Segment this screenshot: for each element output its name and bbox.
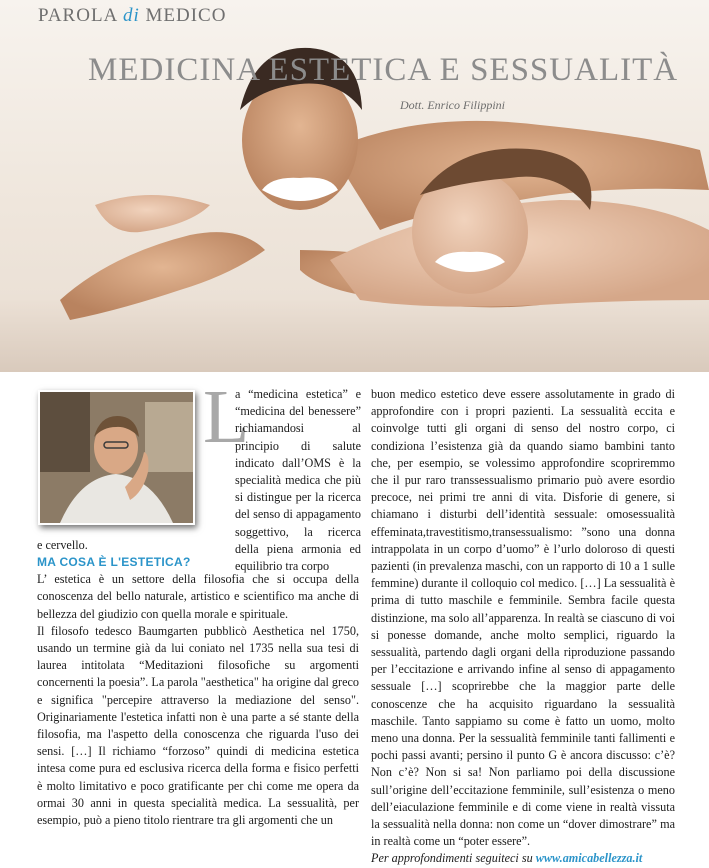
subheading: MA COSA È L'ESTETICA? <box>37 555 191 569</box>
paragraph: buon medico estetico deve essere assolutamente in grado di approfondire con i propri pazienti. La sessualità eccita e coinvolge tutti gli organi di senso del nostro corpo, ci condiziona l’esistenza già da quando siamo bambini tanto che, per esempio, se volessimo approfondire scopriremmo che il pur raro transsessualismo primario può avere esordio precoce, nei primi tre anni di vita. Disforie di genere, si chiamano i disturbi dell’identità sessuale: omosessualità effeminata,travestitismo,transessualismo: ”sono una donna intrappolata in un corpo d’uomo” è l’urlo doloroso di questi pazienti (in prevalenza maschi, con un rapporto di 10 a 1 sulle femmine) durante il colloquio col medico. […] La sessualità è prima di tutto maschile e femminile. Sembra facile questa distinzione, ma solo all’apparenza. In realtà se ciascuno di voi si ponesse domande, anche molto semplici, riguardo la sessualità, partendo dagli organi della riproduzione passando per l’eccitazione e arrivando infine al senso di appagamento sessuale […] scoprirebbe che la maggior parte delle conoscenze che ha acquisito riguardano la sessualità maschile. Tanto sappiamo su come è fatto un uomo, molto meno una donna. Per la sessualità femminile tanti fallimenti e pochi passi avanti; persino il punto G è ancora discusso: c’è? Non c’è? Non si sa! Non parliamo poi della discussione sull’origine dell’eccitazione femminile, sull’esistenza o meno dell’eiaculazione femminile e di come viene in realtà vissuta la sessualità nella donna: non come un “dover dimostrare” ma in realtà come un “poter essere”. <box>371 387 675 849</box>
paragraph: Il filosofo tedesco Baumgarten pubblicò Aesthetica nel 1750, usando un termine già da lui coniato nel 1735 nella sua tesi di laurea intitolata “Meditazioni filosofiche su argomenti concernenti la poesia”. La parola "aesthetica" ha origine dal greco e significa "percepire attraverso la mediazione del senso". Originariamente l'estetica infatti non è una parte a sé stante della filosofia, ma l'aspetto della conoscenza che riguarda l'uso dei sensi. […] Il richiamo “forzoso” quindi di medicina estetica intesa come pura ed esclusiva ricerca della forma e fisico perfetti è molto limitativo e poco gratificante per chi come me opera da ormai 30 anni in questa specialità medica. La sessualità, per esempio, può a pieno titolo rientrare tra gli argomenti che un <box>37 623 359 828</box>
footer-note <box>371 850 675 867</box>
column-right <box>371 386 675 868</box>
intro-paragraph <box>199 375 361 575</box>
intro-tail: e cervello. <box>37 538 88 552</box>
author-portrait <box>38 390 195 525</box>
portrait-illustration <box>40 392 193 523</box>
intro-text: a “medicina estetica” e “medicina del benessere” richiamandosi al principio di salute indicato dall’OMS è la specialità medica che più si distingue per la ricerca del senso di appagamento soggettivo, la ricerca della piena armonia ed equilibrio tra corpo <box>235 387 361 574</box>
section-prefix: PAROLA <box>38 5 118 26</box>
paragraph: L’ estetica è un settore della filosofia che si occupa della conoscenza del bello naturale, artistico e scientifico ma anche di bellezza del giudizio con quella morale e spirituale. <box>37 572 359 621</box>
section-di: di <box>122 5 140 26</box>
article-author: Dott. Enrico Filippini <box>400 98 505 112</box>
column-left <box>37 554 359 829</box>
website-link[interactable]: www.amicabellezza.it <box>535 851 643 866</box>
footer-text: Per approfondimenti seguiteci su <box>371 851 533 866</box>
hero-photo <box>0 0 709 372</box>
section-label <box>38 5 226 27</box>
section-suffix: MEDICO <box>145 5 227 26</box>
drop-cap: L <box>203 375 250 459</box>
article-title: MEDICINA ESTETICA E SESSUALITÀ <box>88 52 679 88</box>
